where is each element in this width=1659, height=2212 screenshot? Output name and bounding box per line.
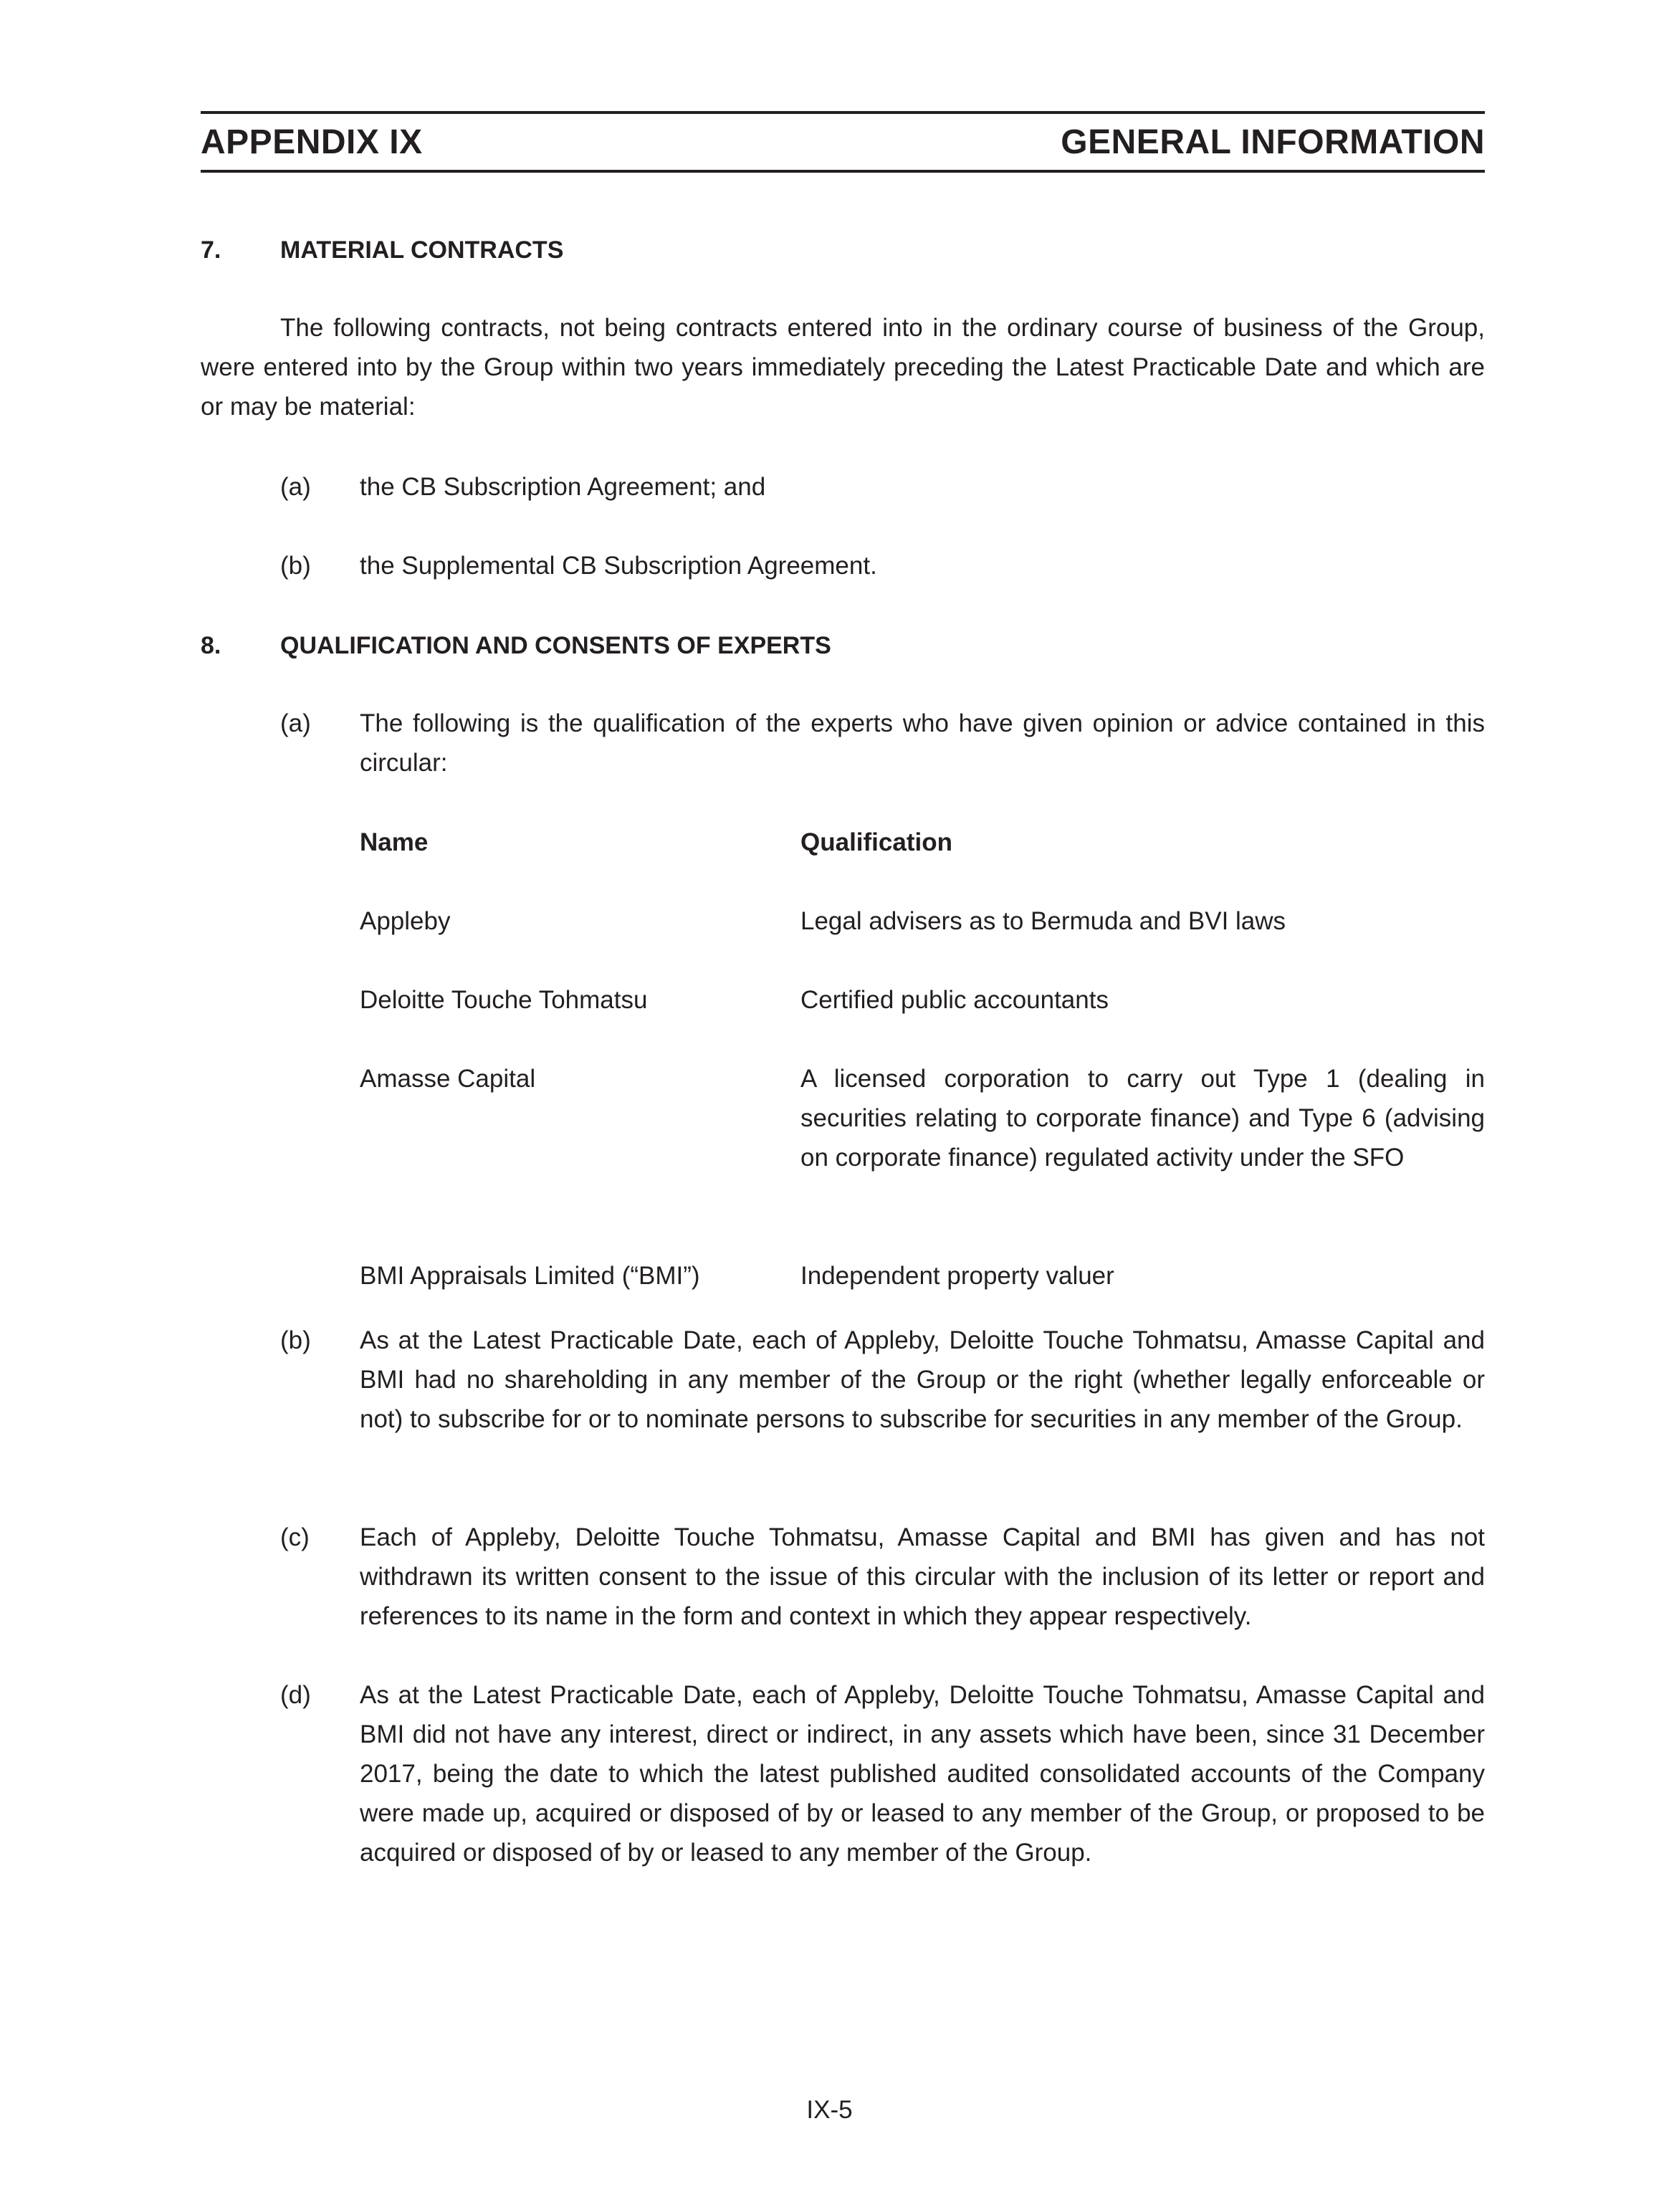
- table-cell-name: BMI Appraisals Limited (“BMI”): [360, 1262, 700, 1290]
- list-item-text: Each of Appleby, Deloitte Touche Tohmatsu, Amasse Capital and BMI has given and has not withdrawn its written consent to the issue of this circular with the inclusion of its letter or report and references to its name in the form and context in which they appear respectively.: [360, 1523, 1485, 1630]
- table-cell-name: Appleby: [360, 907, 451, 935]
- list-item-text: the Supplemental CB Subscription Agreement.: [360, 552, 877, 580]
- list-item-text: The following is the qualification of the experts who have given opinion or advice contained in this circular:: [360, 709, 1485, 777]
- header-left-title: APPENDIX IX: [201, 123, 423, 161]
- list-item-text: As at the Latest Practicable Date, each of Appleby, Deloitte Touche Tohmatsu, Amasse Capital and BMI did not have any interest, direct or indirect, in any assets which have been, since 31 December 2017, being the date to which the latest published audited consolidated accounts of the Company were made up, acquired or disposed of by or leased to any member of the Group, or proposed to be acquired or disposed of by or leased to any member of the Group.: [360, 1681, 1485, 1867]
- table-cell-qualification: A licensed corporation to carry out Type 1 (dealing in securities relating to corporate finance) and Type 6 (advising on corporate finance) regulated activity under the SFO: [800, 1065, 1485, 1172]
- table-cell-qualification: Independent property valuer: [800, 1262, 1114, 1290]
- section-title: MATERIAL CONTRACTS: [280, 236, 564, 264]
- list-label: (c): [280, 1523, 310, 1551]
- page-header: [201, 114, 1485, 170]
- list-label: (d): [280, 1681, 311, 1709]
- table-cell-qualification: Certified public accountants: [800, 986, 1109, 1014]
- list-item-text: the CB Subscription Agreement; and: [360, 473, 766, 501]
- list-label: (a): [280, 473, 311, 501]
- page-content: [201, 111, 1485, 1867]
- table-cell-name: Deloitte Touche Tohmatsu: [360, 986, 648, 1014]
- list-label: (b): [280, 552, 311, 580]
- header-bottom-rule: [201, 170, 1485, 173]
- page-number: IX-5: [806, 2096, 853, 2124]
- table-cell-qualification: Legal advisers as to Bermuda and BVI laws: [800, 907, 1286, 935]
- header-right-title: GENERAL INFORMATION: [1061, 123, 1485, 161]
- section-number: 8.: [201, 632, 221, 659]
- section-title: QUALIFICATION AND CONSENTS OF EXPERTS: [280, 632, 831, 659]
- table-header-name: Name: [360, 828, 429, 856]
- section-7-intro: The following contracts, not being contracts entered into in the ordinary course of business of the Group, were entered into by the Group within two years immediately preceding the Latest Practicable Date and which are or may be material:: [201, 314, 1485, 421]
- table-cell-name: Amasse Capital: [360, 1065, 536, 1093]
- section-number: 7.: [201, 236, 221, 264]
- table-header-qualification: Qualification: [800, 828, 952, 856]
- list-item-text: As at the Latest Practicable Date, each of Appleby, Deloitte Touche Tohmatsu, Amasse Capital and BMI had no shareholding in any member of the Group or the right (whether legally enforceable or not) to subscribe for or to nominate persons to subscribe for securities in any member of the Group.: [360, 1326, 1485, 1433]
- list-label: (b): [280, 1326, 311, 1354]
- list-label: (a): [280, 709, 311, 737]
